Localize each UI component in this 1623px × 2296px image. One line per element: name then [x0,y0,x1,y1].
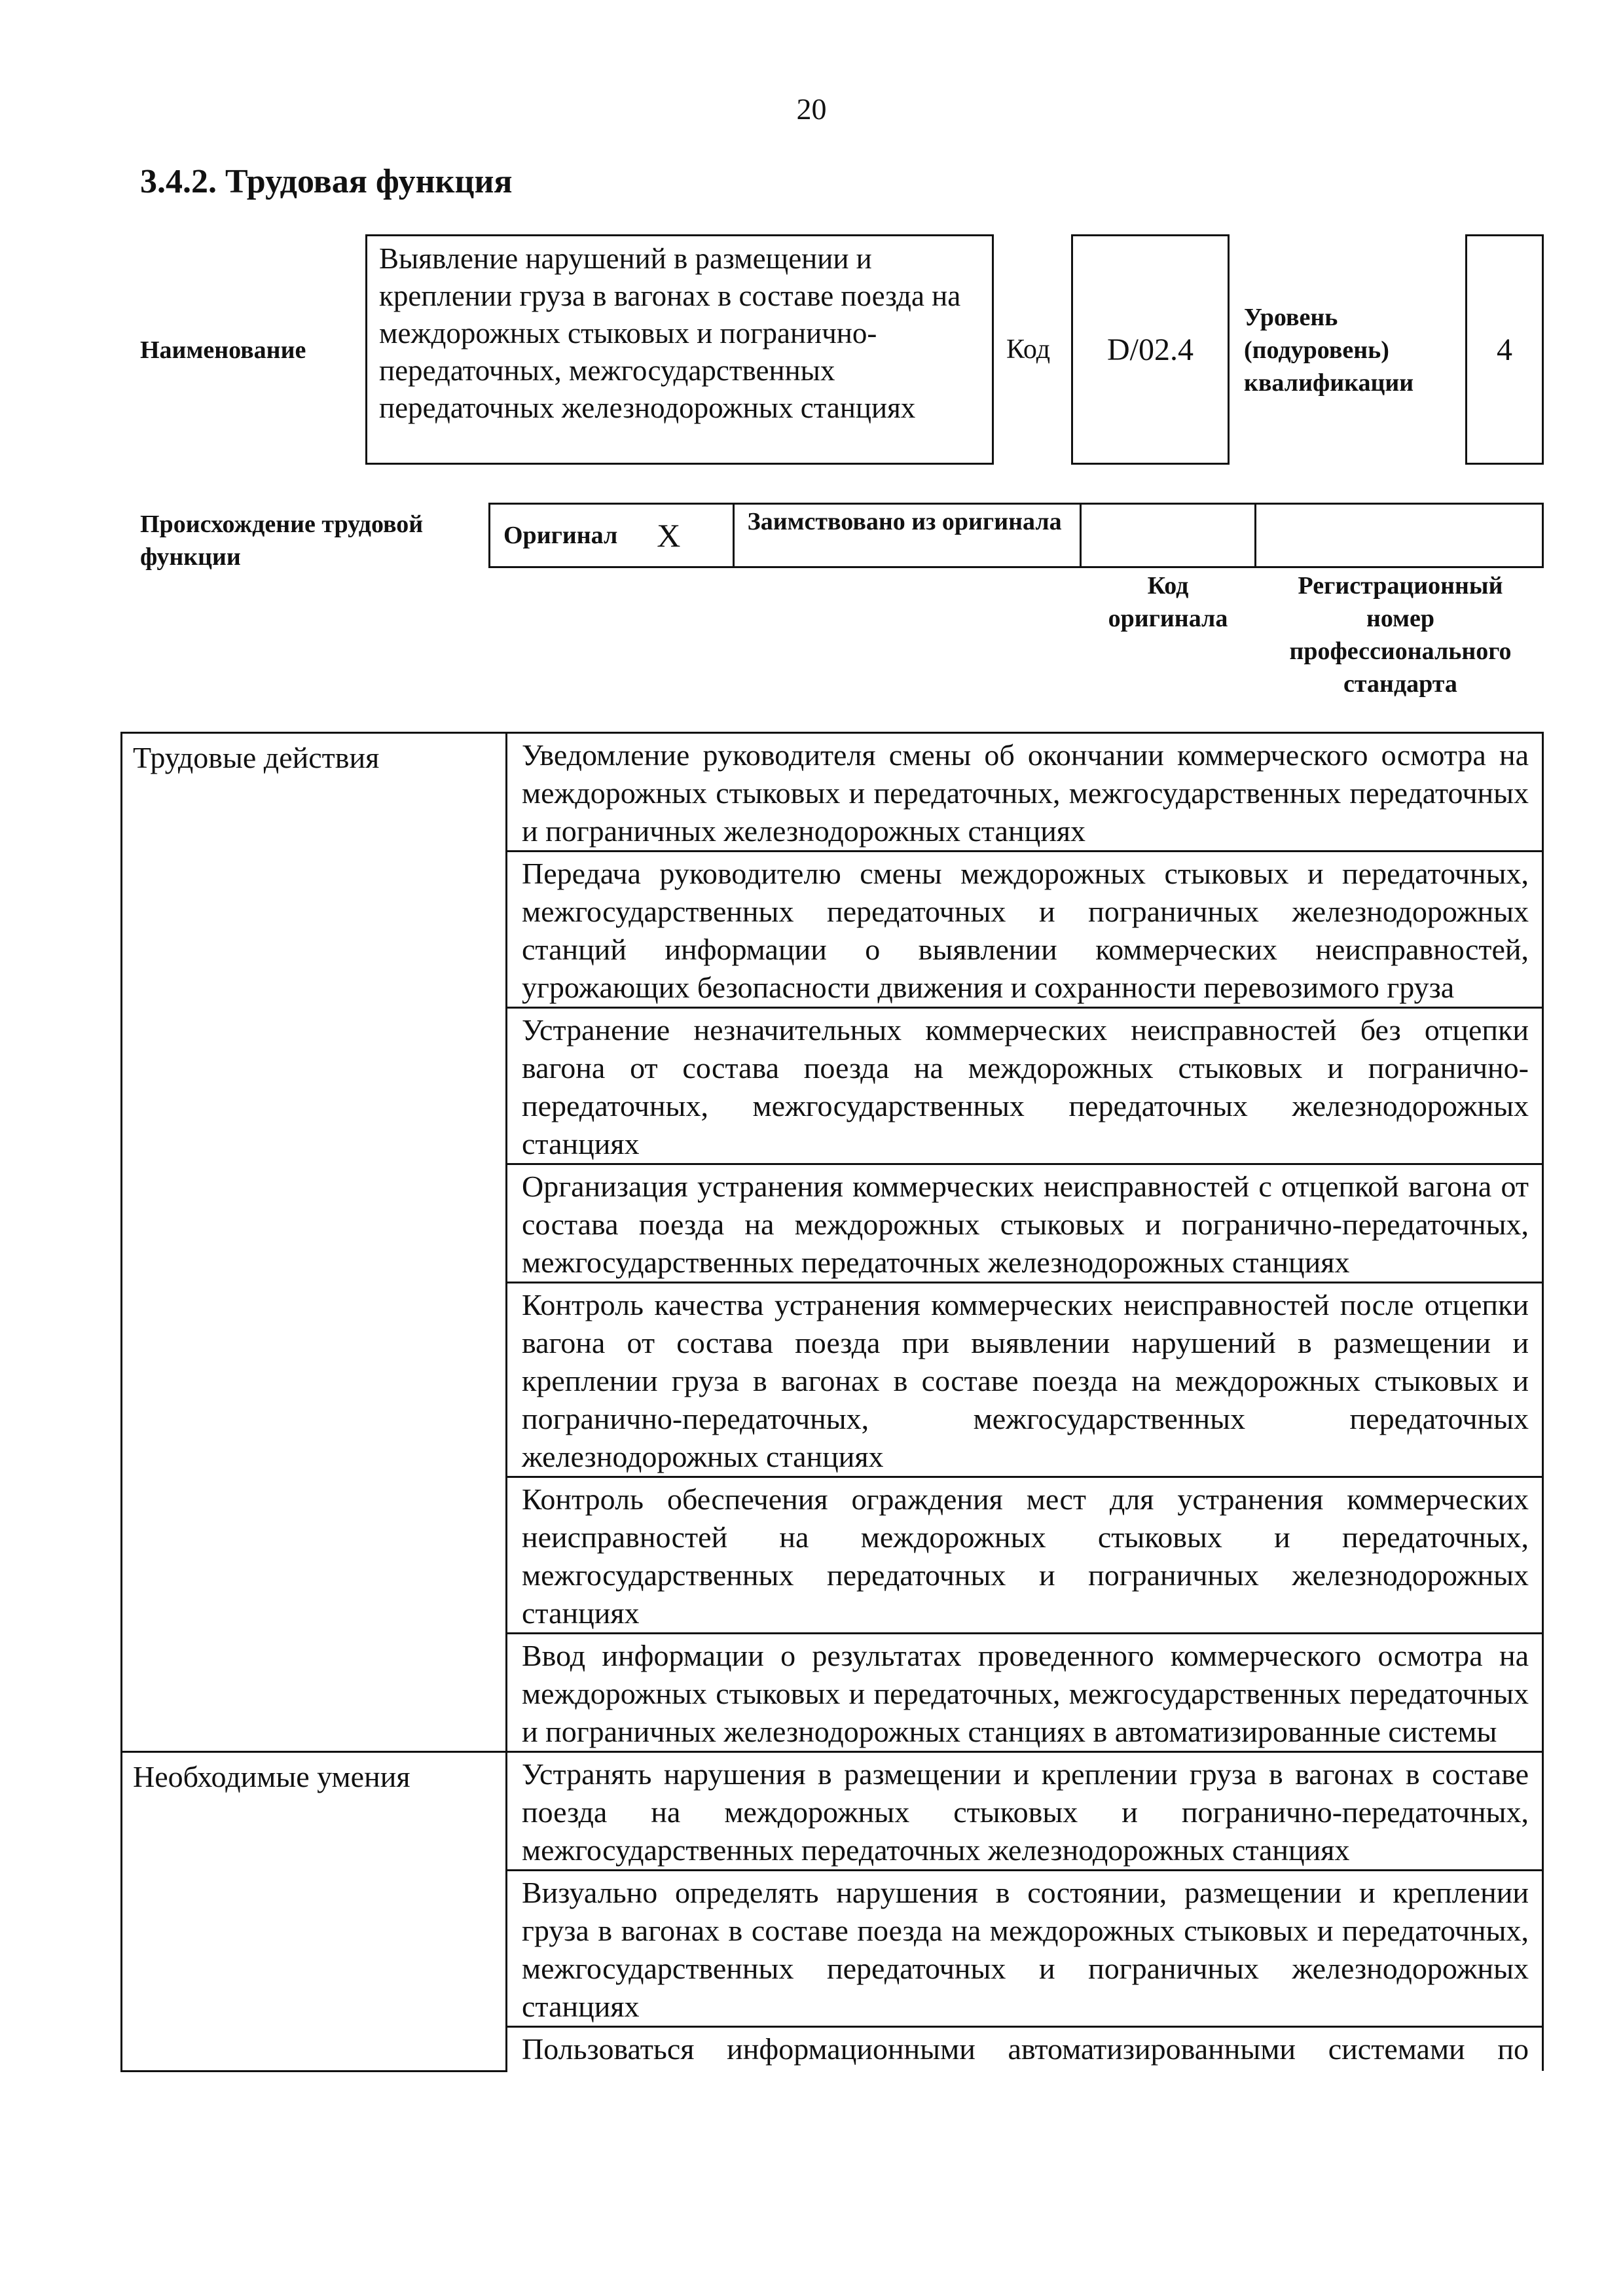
origin-row [488,503,1544,568]
skill-item: Пользоваться информационными автоматизированными системами по [507,2027,1543,2072]
action-item: Организация устранения коммерческих неисправностей с отцепкой вагона от состава поезда на междорожных стыковых и погранично-передаточных, межгосударственных передаточных железнодорожных станциях [507,1164,1543,1283]
actions-category-cell: Трудовые действия [122,733,507,1752]
caption-line: оригинала [1108,605,1228,632]
action-item: Контроль качества устранения коммерческих неисправностей после отцепки вагона от состава поезда при выявлении нарушений в размещении и креплении груза в вагонах в составе поезда на междорожных стыковых и погранично-передаточных, межгосударственных передаточных железнодорожных станциях [507,1283,1543,1477]
skills-category-cell: Необходимые умения [122,1752,507,2072]
code-label: Код [1006,334,1051,365]
caption-line: профессионального [1289,637,1512,665]
original-label: Оригинал [503,522,618,549]
caption-line: стандарта [1343,670,1457,698]
name-label: Наименование [140,336,306,364]
qualification-level-label [1244,301,1413,399]
caption-line: номер [1366,605,1435,632]
caption-line: Код [1147,572,1189,600]
action-item: Контроль обеспечения ограждения мест для устранения коммерческих неисправностей на междорожных стыковых и передаточных, межгосударственных передаточных и пограничных железнодорожных станциях [507,1477,1543,1634]
original-mark: X [657,517,681,554]
origin-borrowed-cell: Заимствовано из оригинала [735,505,1082,566]
labor-function-table [120,732,1544,2072]
level-label-line: квалификации [1244,369,1414,397]
skill-item: Устранять нарушения в размещении и креплении груза в вагонах в составе поезда на междорожных стыковых и погранично-передаточных, межгосударственных передаточных железнодорожных станциях [507,1752,1543,1871]
caption-line: Регистрационный [1298,572,1503,600]
action-item: Устранение незначительных коммерческих неисправностей без отцепки вагона от состава поезда на междорожных стыковых и погранично-передаточных, межгосударственных передаточных железнодорожных станциях [507,1008,1543,1164]
section-title: 3.4.2. Трудовая функция [140,163,513,200]
action-item: Ввод информации о результатах проведенного коммерческого осмотра на междорожных стыковых и передаточных, межгосударственных передаточных и пограничных железнодорожных станциях в автоматизированные системы [507,1634,1543,1752]
action-item: Уведомление руководителя смены об окончании коммерческого осмотра на междорожных стыковых и передаточных, межгосударственных передаточных и пограничных железнодорожных станциях [507,733,1543,852]
function-code-box: D/02.4 [1071,234,1230,465]
table-row [122,733,1543,852]
original-code-caption [1080,569,1256,635]
qualification-level-box: 4 [1465,234,1544,465]
skill-item: Визуально определять нарушения в состоянии, размещении и креплении груза в вагонах в составе поезда на междорожных стыковых и передаточных, межгосударственных передаточных и пограничных железнодорожных станциях [507,1871,1543,2027]
table-row [122,1752,1543,1871]
origin-reg-number-cell [1256,505,1542,566]
origin-label: Происхождение трудовой функции [140,511,424,571]
level-label-line: Уровень [1244,304,1338,331]
action-item: Передача руководителю смены междорожных стыковых и передаточных, межгосударственных передаточных и пограничных железнодорожных станций информации о выявлении коммерческих неисправностей, угрожающих безопасности движения и сохранности перевозимого груза [507,852,1543,1008]
origin-original-cell [490,505,735,566]
origin-code-cell [1082,505,1256,566]
reg-number-caption [1257,569,1544,700]
function-name-box: Выявление нарушений в размещении и креплении груза в вагонах в составе поезда на междорожных стыковых и погранично-передаточных, межгосударственных передаточных железнодорожных станциях [365,234,994,465]
level-label-line: (подуровень) [1244,336,1389,364]
page-number: 20 [796,92,827,126]
